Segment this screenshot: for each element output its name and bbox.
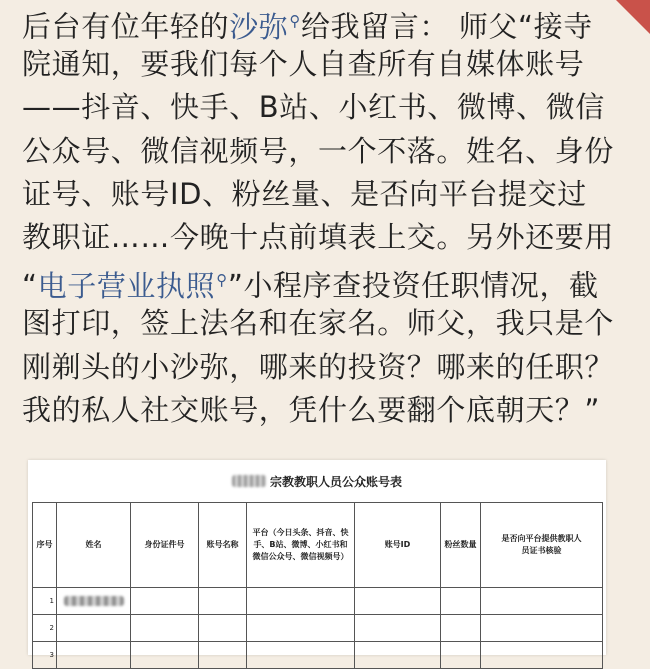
article-line-7 [22,259,622,302]
table-cell [481,615,603,642]
header-cell: 是否向平台提供教职人员证书核验 [481,503,603,588]
table-cell [199,642,247,669]
table-cell [131,588,199,615]
form-screenshot [28,460,606,659]
article-text: “ [22,268,38,303]
table-row [33,642,603,669]
article-line-1 [22,0,622,43]
article-line-8: 图打印，签上法名和在家名。师父，我只是个 [22,306,615,341]
row-number: 3 [33,642,57,669]
table-cell [481,642,603,669]
table-cell [247,642,355,669]
header-cell: 姓名 [57,503,131,588]
table-cell [441,615,481,642]
article-text: ”小程序查投资任职情况，截 [227,268,599,303]
form-title: 宗教教职人员公众账号表 [28,460,606,502]
article-text: 后台有位年轻的 [22,9,230,44]
table-cell [441,588,481,615]
table-cell [131,615,199,642]
table-row [33,615,603,642]
redacted-region [232,475,266,487]
article-line-2: 院通知，要我们每个人自查所有自媒体账号 [22,47,585,82]
keyword-link-shami[interactable]: 沙弥⚲ [229,9,301,44]
table-cell [199,588,247,615]
article-line-6: 教职证……今晚十点前填表上交。另外还要用 [22,219,615,254]
keyword-link-business-license[interactable]: 电子营业执照⚲ [37,268,228,303]
table-header-row [33,503,603,588]
table-cell [247,588,355,615]
article-line-3: ——抖音、快手、B站、小红书、微博、微信 [22,90,605,125]
account-table [32,502,603,669]
search-icon: ⚲ [216,271,228,290]
table-cell [355,615,441,642]
table-cell [131,642,199,669]
name-cell [57,588,131,615]
table-cell [355,642,441,669]
article-line-10: 我的私人社交账号，凭什么要翻个底朝天？” [22,392,601,427]
row-number: 1 [33,588,57,615]
header-cell: 账号ID [355,503,441,588]
article-line-5: 证号、账号ID、粉丝量、是否向平台提交过 [22,176,587,211]
table-cell [199,615,247,642]
article-text: 给我留言： 师父“接寺 [301,9,593,44]
header-cell: 序号 [33,503,57,588]
article-line-4: 公众号、微信视频号，一个不落。姓名、身份 [22,133,615,168]
table-cell [355,588,441,615]
header-cell: 粉丝数量 [441,503,481,588]
table-cell [481,588,603,615]
redacted-region [64,596,124,606]
row-number: 2 [33,615,57,642]
table-row [33,588,603,615]
header-cell: 账号名称 [199,503,247,588]
article-line-9: 刚剃头的小沙弥，哪来的投资？哪来的任职？ [22,349,615,384]
table-cell [441,642,481,669]
article-body [22,0,622,432]
header-cell: 身份证件号 [131,503,199,588]
search-icon: ⚲ [289,12,301,30]
table-cell [247,615,355,642]
table-cell [57,642,131,669]
header-cell: 平台（今日头条、抖音、快手、B站、微博、小红书和微信公众号、微信视频号） [247,503,355,588]
table-cell [57,615,131,642]
